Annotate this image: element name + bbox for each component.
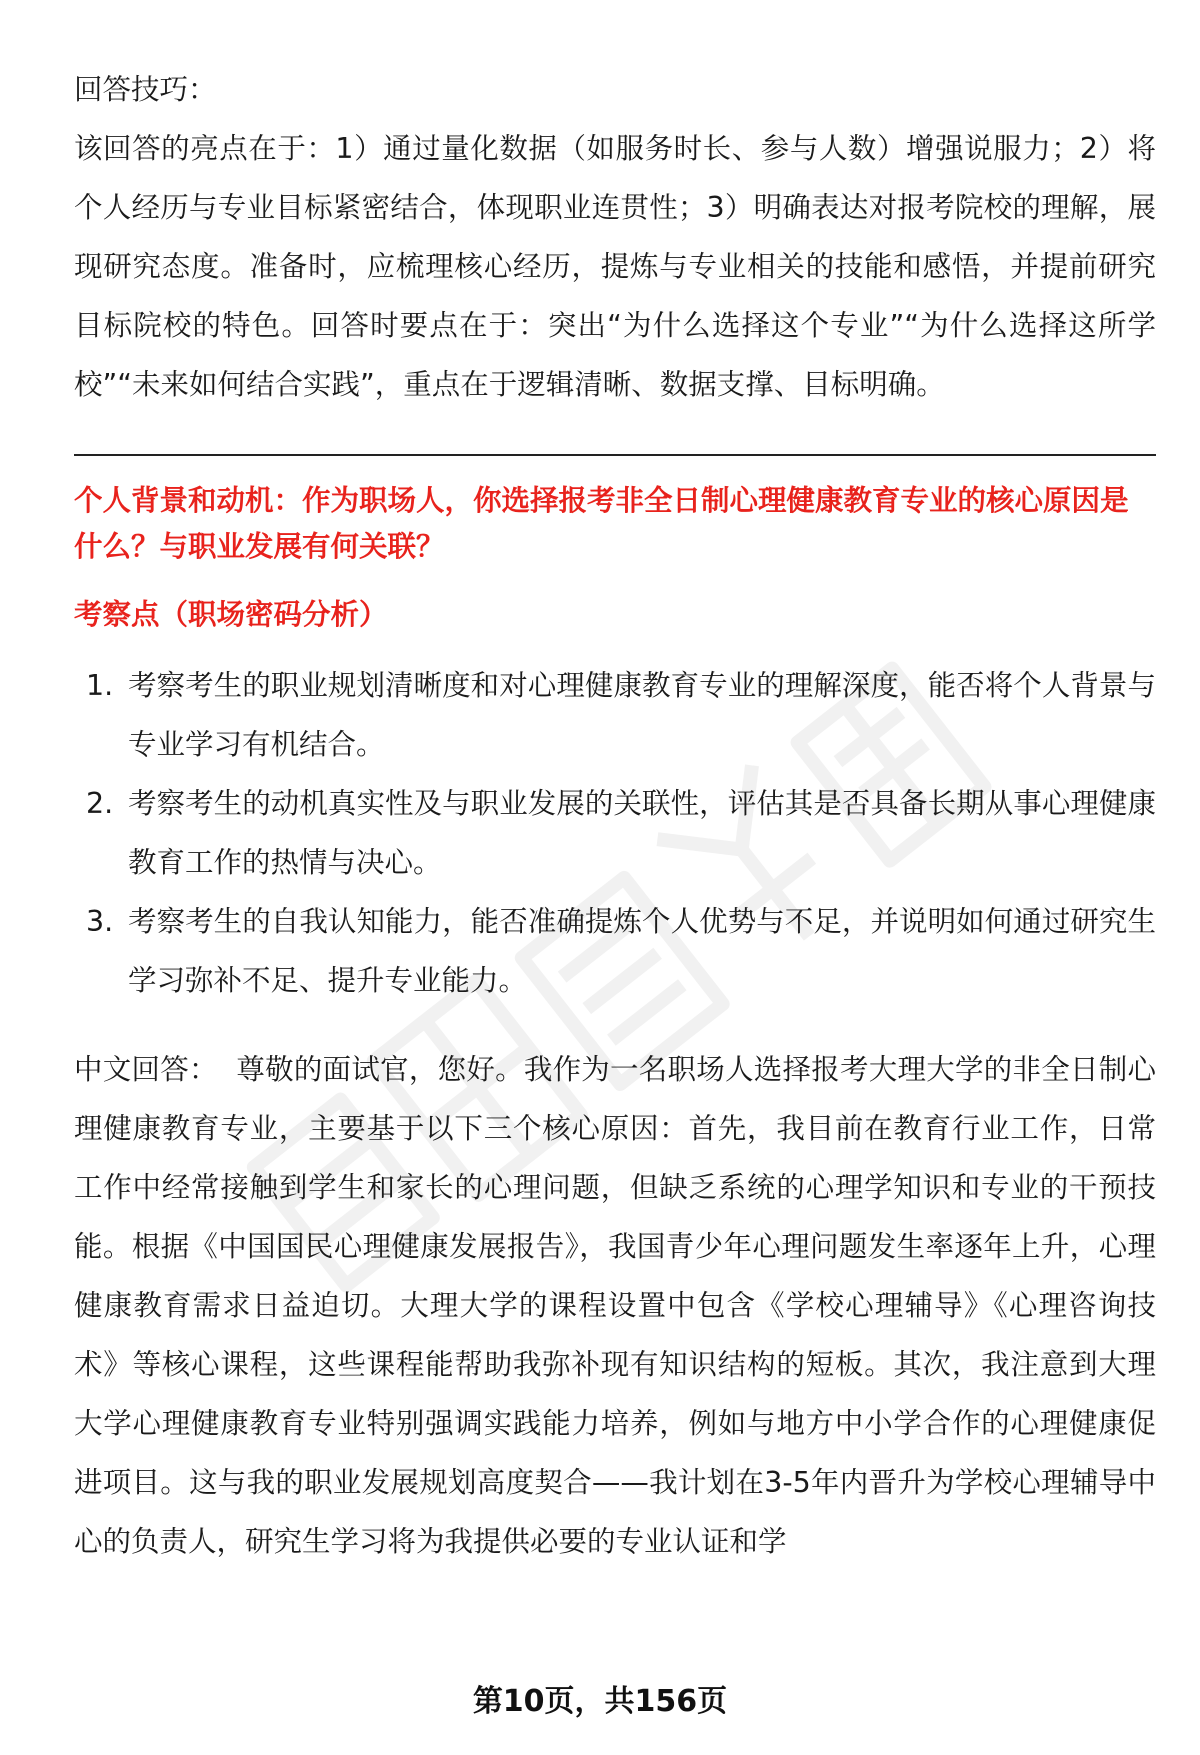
list-item-number: 1. <box>86 669 114 702</box>
tips-label: 回答技巧： <box>74 73 217 106</box>
answer-paragraph <box>74 1040 1156 1571</box>
list-item-number: 2. <box>86 787 114 820</box>
list-item <box>74 892 1156 1010</box>
page-number: 第10页，共156页 <box>472 1684 728 1719</box>
answer-label: 中文回答： <box>74 1053 218 1086</box>
list-item-text: 考察考生的动机真实性及与职业发展的关联性，评估其是否具备长期从事心理健康教育工作的热情与决心。 <box>128 787 1156 879</box>
list-item-number: 3. <box>86 905 114 938</box>
answer-body: 尊敬的面试官，您好。我作为一名职场人选择报考大理大学的非全日制心理健康教育专业，主要基于以下三个核心原因：首先，我目前在教育行业工作，日常工作中经常接触到学生和家长的心理问题，但缺乏系统的心理学知识和专业的干预技能。根据《中国国民心理健康发展报告》，我国青少年心理问题发生率逐年上升，心理健康教育需求日益迫切。大理大学的课程设置中包含《学校心理辅导》《心理咨询技术》等核心课程，这些课程能帮助我弥补现有知识结构的短板。其次，我注意到大理大学心理健康教育专业特别强调实践能力培养，例如与地方中小学合作的心理健康促进项目。这与我的职业发展规划高度契合——我计划在3-5年内晋升为学校心理辅导中心的负责人，研究生学习将为我提供必要的专业认证和学 <box>74 1053 1156 1558</box>
list-item <box>74 774 1156 892</box>
list-item <box>74 656 1156 774</box>
document-page <box>74 60 1156 1571</box>
question-title: 个人背景和动机：作为职场人，你选择报考非全日制心理健康教育专业的核心原因是什么？与职业发展有何关联？ <box>74 484 1129 563</box>
section-divider <box>74 454 1156 456</box>
focus-title: 考察点（职场密码分析） <box>74 598 388 631</box>
tips-body: 该回答的亮点在于：1）通过量化数据（如服务时长、参与人数）增强说服力；2）将个人经历与专业目标紧密结合，体现职业连贯性；3）明确表达对报考院校的理解，展现研究态度。准备时，应梳理核心经历，提炼与专业相关的技能和感悟，并提前研究目标院校的特色。回答时要点在于：突出“为什么选择这个专业”“为什么选择这所学校”“未来如何结合实践”，重点在于逻辑清晰、数据支撑、目标明确。 <box>74 132 1156 401</box>
list-item-text: 考察考生的自我认知能力，能否准确提炼个人优势与不足，并说明如何通过研究生学习弥补不足、提升专业能力。 <box>128 905 1156 997</box>
list-item-text: 考察考生的职业规划清晰度和对心理健康教育专业的理解深度，能否将个人背景与专业学习有机结合。 <box>128 669 1156 761</box>
focus-points-list <box>74 656 1156 1010</box>
